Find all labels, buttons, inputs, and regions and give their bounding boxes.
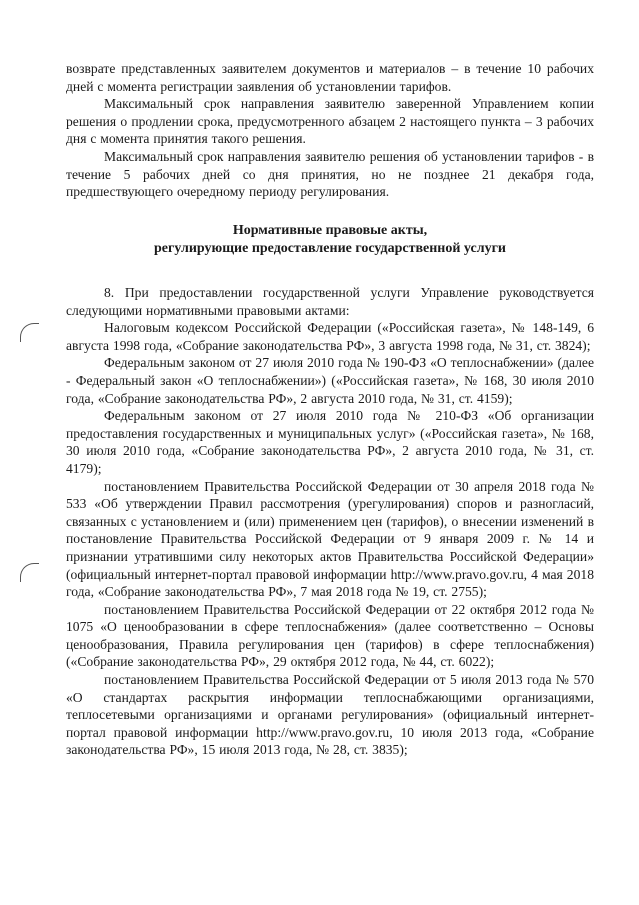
paragraph-law-190: Федеральным законом от 27 июля 2010 года № 190-ФЗ «О теплоснабжении» (далее - Федеральный закон «О теплоснабжении») («Российская газета», № 168, 30 июля 2010 года, «Собрание законодательства РФ», 2 августа 2010 года, № 31, ст. 4159); [66,355,594,406]
paragraph-law-210: Федеральным законом от 27 июля 2010 года № 210-ФЗ «Об организации предоставления государственных и муниципальных услуг» («Российская газета», № 168, 30 июля 2010 года, «Собрание законодательства РФ», 2 августа 2010 года, № 31, ст. 4179); [66,408,594,476]
paragraph-resolution-533: постановлением Правительства Российской Федерации от 30 апреля 2018 года № 533 «Об утверждении Правил рассмотрения (урегулирования) споров и разногласий, связанных с установлением и (или) применением цен (тарифов), о внесении изменений в постановление Правительства Российской Федерации от 9 января 2009 г. № 14 и признании утратившими силу некоторых актов Правительства Российской Федерации» (официальный интернет-портал правовой информации http://www.pravo.gov.ru, 4 мая 2018 года, «Собрание законодательства РФ», 7 мая 2018 года № 19, ст. 2755); [66,478,594,600]
paragraph-return-documents: возврате представленных заявителем документов и материалов – в течение 10 рабочих дней с момента регистрации заявления об установлении тарифов. [66,61,594,94]
legal-acts-block [66,284,594,759]
paragraph-resolution-1075: постановлением Правительства Российской Федерации от 22 октября 2012 года № 1075 «О ценообразовании в сфере теплоснабжения» (далее соответственно – Основы ценообразования, Правила регулирования цен (тарифов) в сфере теплоснабжения) («Собрание законодательства РФ», 29 октября 2012 года, № 44, ст. 6022); [66,601,594,670]
paragraph-tax-code: Налоговым кодексом Российской Федерации («Российская газета», № 148-149, 6 августа 1998 года, «Собрание законодательства РФ», 3 августа 1998 года, № 31, ст. 3824); [66,320,594,353]
section-heading-line1: Нормативные правовые акты, [232,223,428,238]
paragraph-tariff-decision: Максимальный срок направления заявителю решения об установлении тарифов - в течение 5 рабочих дней со дня принятия, но не позднее 21 декабря года, предшествующего очередному периоду регулирования. [66,148,594,200]
scan-margin-mark [20,323,39,342]
paragraph-resolution-570: постановлением Правительства Российской Федерации от 5 июля 2013 года № 570 «О стандартах раскрытия информации теплоснабжающими организациями, теплосетевыми организациями и органами регулирования» (официальный интернет-портал правовой информации http://www.pravo.gov.ru, 10 июля 2013 года, «Собрание законодательства РФ», 15 июля 2013 года, № 28, ст. 3835); [66,672,594,758]
scan-margin-mark [20,563,39,582]
section-heading-line2: регулирующие предоставление государственной услуги [154,241,506,256]
paragraph-extension-copy: Максимальный срок направления заявителю заверенной Управлением копии решения о продлении срока, предусмотренного абзацем 2 настоящего пункта – 3 рабочих дня с момента принятия такого решения. [66,96,594,147]
top-text-block [66,60,594,201]
paragraph-item-8: 8. При предоставлении государственной услуги Управление руководствуется следующими нормативными правовыми актами: [66,285,594,318]
